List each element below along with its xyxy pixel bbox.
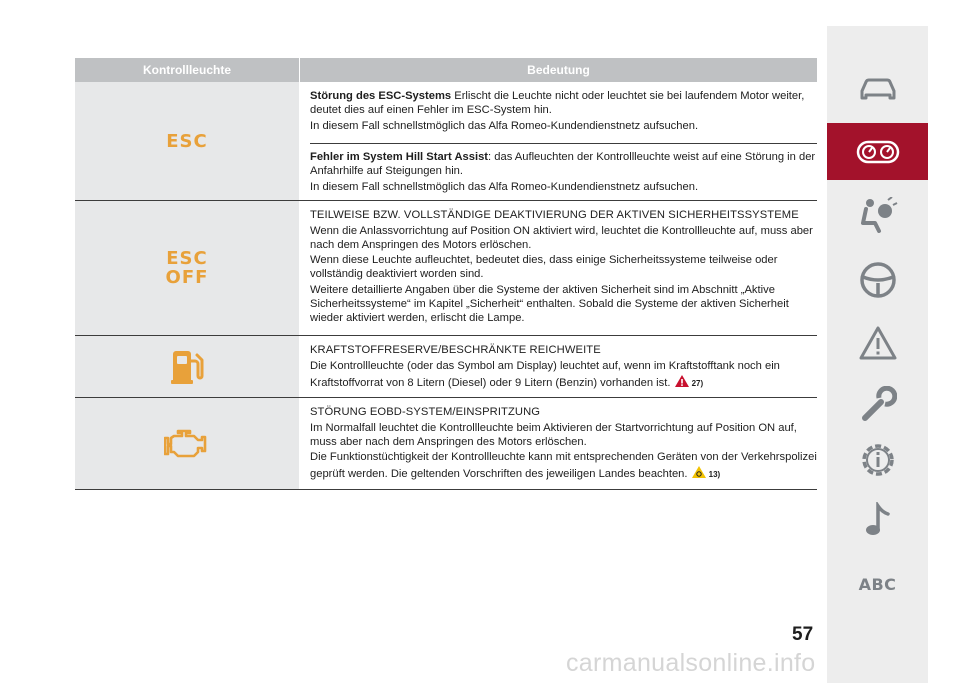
esc-fault-text: Störung des ESC-Systems Erlischt die Leuchte nicht oder leuchtet sie bei laufendem Motor weiter, deutet dies auf einen Fehler im ESC-System hin. In diesem Fall schnellstmöglich das Alfa Romeo-Kundendienstnetz aufsuchen. — [310, 90, 805, 132]
hill-start-assist-text: Fehler im System Hill Start Assist: das Aufleuchten der Kontrollleuchte weist auf eine Störung in der Anfahrhilfe auf Steigungen hin. In diesem Fall schnellstmöglich das Alfa Romeo-Kundendienstnetz aufsuchen. — [310, 151, 816, 193]
sidebar-item-technical-data[interactable] — [827, 431, 928, 488]
warning-lights-table — [75, 58, 817, 481]
engine-icon-cell — [75, 398, 299, 489]
reference-note[interactable]: 27) — [691, 378, 704, 388]
warning-triangle-icon — [858, 325, 898, 361]
sidebar-item-dashboard[interactable] — [827, 123, 928, 180]
esc-off-text: TEILWEISE BZW. VOLLSTÄNDIGE DEAKTIVIERUNG DER AKTIVEN SICHERHEITSSYSTEME Wenn die Anlassvorrichtung auf Position ON aktiviert wird, leuchtet die Kontrollleuchte auf, muss aber nach dem Anspringen des Motors erlöschen. Wenn diese Leuchte aufleuchtet, bedeutet dies, dass einige Sicherheitssysteme teilweise oder vollständig deaktiviert worden sind. Weitere detaillierte Angaben über die Systeme der aktiven Sicherheit sind im Abschnitt „Aktive Sicherheitssysteme“ im Kapitel „Sicherheit“ enthalten. Sobald die Systeme der aktiven Sicherheit wieder aktiviert werden, erlischt die Lampe. — [310, 209, 813, 324]
gear-info-icon — [858, 440, 898, 480]
steering-wheel-icon — [859, 261, 897, 299]
engine-icon — [164, 428, 210, 460]
esc-off-icon-cell — [75, 201, 299, 335]
chapter-sidebar — [827, 26, 928, 683]
esc-off-warning-icon: ESC OFF — [165, 248, 209, 288]
caution-triangle-icon — [691, 465, 707, 479]
esc-icon-cell — [75, 82, 299, 200]
reference-note[interactable]: 13) — [708, 470, 721, 480]
warning-triangle-icon — [674, 374, 690, 388]
eobd-text: STÖRUNG EOBD-SYSTEM/EINSPRITZUNG Im Normalfall leuchtet die Kontrollleuchte beim Aktivieren der Startvorrichtung auf Position ON auf, muss aber nach dem Anspringen des Motors erlöschen. Die Funktionstüchtigkeit der Kontrollleuchte kann mit entsprechenden Geräten von der Verkehrspolizei geprüft werden. Die geltenden Vorschriften des jeweiligen Landes beachten. 13) — [310, 406, 817, 481]
wrench-icon — [859, 386, 897, 424]
sidebar-item-car[interactable] — [827, 60, 928, 117]
music-note-icon — [863, 502, 893, 538]
sidebar-item-emergency[interactable] — [827, 314, 928, 371]
fuel-icon-cell — [75, 336, 299, 397]
header-kontrollleuchte: Kontrollleuchte — [142, 63, 231, 77]
sidebar-item-maintenance[interactable] — [827, 376, 928, 433]
seat-airbag-icon — [858, 197, 898, 233]
abc-index-label: ABC — [858, 575, 897, 594]
watermark: carmanualsonline.info — [566, 649, 816, 677]
fuel-reserve-text: KRAFTSTOFFRESERVE/BESCHRÄNKTE REICHWEITE Die Kontrollleuchte (oder das Symbol am Display) leuchtet auf, wenn im Kraftstofftank noch ein Kraftstoffvorrat von 8 Litern (Diesel) oder 9 Litern (Benzin) vorhanden ist. 27) — [310, 344, 780, 389]
divider — [310, 143, 817, 144]
sidebar-item-safety[interactable] — [827, 186, 928, 243]
header-bedeutung: Bedeutung — [527, 63, 590, 77]
table-header — [75, 58, 817, 82]
fuel-pump-icon — [167, 347, 207, 387]
divider — [75, 489, 817, 490]
sidebar-item-driving[interactable] — [827, 251, 928, 308]
dashboard-gauges-icon — [856, 140, 900, 164]
page-number: 57 — [792, 624, 814, 645]
sidebar-item-multimedia[interactable] — [827, 491, 928, 548]
esc-warning-icon: ESC — [166, 130, 208, 152]
car-icon — [858, 75, 898, 103]
sidebar-item-index[interactable] — [827, 556, 928, 613]
